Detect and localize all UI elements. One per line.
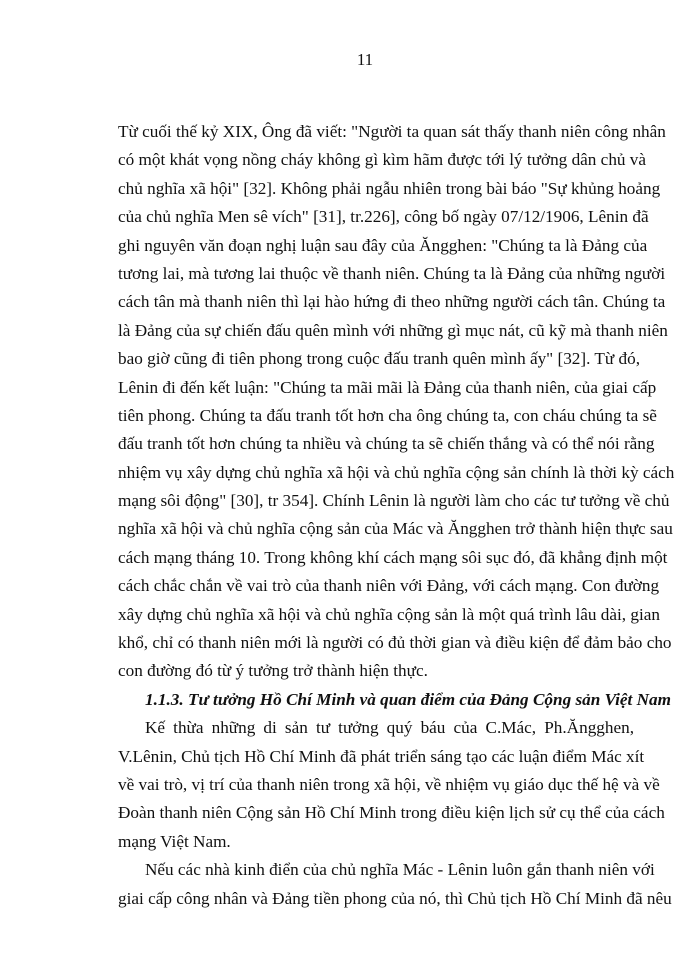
text-line: chủ nghĩa xã hội" [32]. Không phải ngẫu nhiên trong bài báo "Sự khủng hoảng [118, 178, 661, 198]
text-line: về vai trò, vị trí của thanh niên trong xã hội, về nhiệm vụ giáo dục thế hệ và về [118, 774, 660, 794]
text-line: cách tân mà thanh niên thì lại hào hứng đi theo những người cách tân. Chúng ta [118, 292, 666, 312]
text-line: mạng sôi động" [30], tr 354]. Chính Lênin là người làm cho các tư tưởng về chủ [118, 491, 670, 511]
text-line: đấu tranh tốt hơn chúng ta nhiều và chúng ta sẽ chiến thắng và có thể nói rằng [118, 434, 655, 454]
text-line: cách chắc chắn về vai trò của thanh niên với Đảng, với cách mạng. Con đường [118, 576, 660, 596]
paragraph-1 [118, 118, 675, 686]
text-line: Lênin đi đến kết luận: "Chúng ta mãi mãi là Đảng của thanh niên, của giai cấp [118, 377, 657, 397]
text-line: Từ cuối thế kỷ XIX, Ông đã viết: "Người ta quan sát thấy thanh niên công nhân [118, 122, 666, 141]
text-line: Kế thừa những di sản tư tưởng quý báu của C.Mác, Ph.Ăngghen, [145, 718, 634, 738]
text-line: tương lai, mà tương lai thuộc về thanh niên. Chúng ta là Đảng của những người [118, 263, 666, 283]
text-line: cách mạng tháng 10. Trong không khí cách mạng sôi sục đó, đã khẳng định một [118, 547, 668, 567]
text-line: giai cấp công nhân và Đảng tiền phong của nó, thì Chủ tịch Hồ Chí Minh đã nêu [118, 888, 672, 908]
document-body [118, 118, 675, 913]
text-line: có một khát vọng nồng cháy không gì kìm hãm được tới lý tưởng dân chủ và [118, 150, 647, 170]
text-line: xây dựng chủ nghĩa xã hội và chủ nghĩa cộng sản là một quá trình lâu dài, gian [118, 604, 660, 624]
text-line: V.Lênin, Chủ tịch Hồ Chí Minh đã phát triển sáng tạo các luận điểm Mác xít [118, 746, 645, 766]
section-heading: 1.1.3. Tư tưởng Hồ Chí Minh và quan điểm của Đảng Cộng sản Việt Nam [145, 689, 671, 709]
text-line: bao giờ cũng đi tiên phong trong cuộc đấu tranh quên mình ấy" [32]. Từ đó, [118, 349, 641, 369]
text-line: Đoàn thanh niên Cộng sản Hồ Chí Minh trong điều kiện lịch sử cụ thể của cách [118, 803, 665, 823]
text-line: nghĩa xã hội và chủ nghĩa cộng sản của Mác và Ăngghen trở thành hiện thực sau [118, 519, 673, 539]
text-line: tiên phong. Chúng ta đấu tranh tốt hơn cha ông chúng ta, con cháu chúng ta sẽ [118, 405, 657, 425]
text-line: Nếu các nhà kinh điển của chủ nghĩa Mác - Lênin luôn gắn thanh niên với [145, 860, 655, 880]
text-line: khổ, chỉ có thanh niên mới là người có đủ thời gian và điều kiện để đảm bảo cho [118, 633, 672, 653]
text-line: là Đảng của sự chiến đấu quên mình với những gì mục nát, cũ kỹ mà thanh niên [118, 320, 668, 340]
text-line: mạng Việt Nam. [118, 831, 231, 851]
text-line: của chủ nghĩa Men sê vích" [31], tr.226], công bố ngày 07/12/1906, Lênin đã [118, 207, 649, 227]
paragraph-2 [118, 714, 665, 856]
text-line: nhiệm vụ xây dựng chủ nghĩa xã hội và chủ nghĩa cộng sản chính là thời kỳ cách [118, 462, 675, 482]
text-line: ghi nguyên văn đoạn nghị luận sau đây của Ăngghen: "Chúng ta là Đảng của [118, 235, 648, 255]
text-line: con đường đó từ ý tưởng trở thành hiện thực. [118, 661, 428, 681]
paragraph-3 [118, 856, 672, 913]
page-number: 11 [356, 50, 374, 69]
